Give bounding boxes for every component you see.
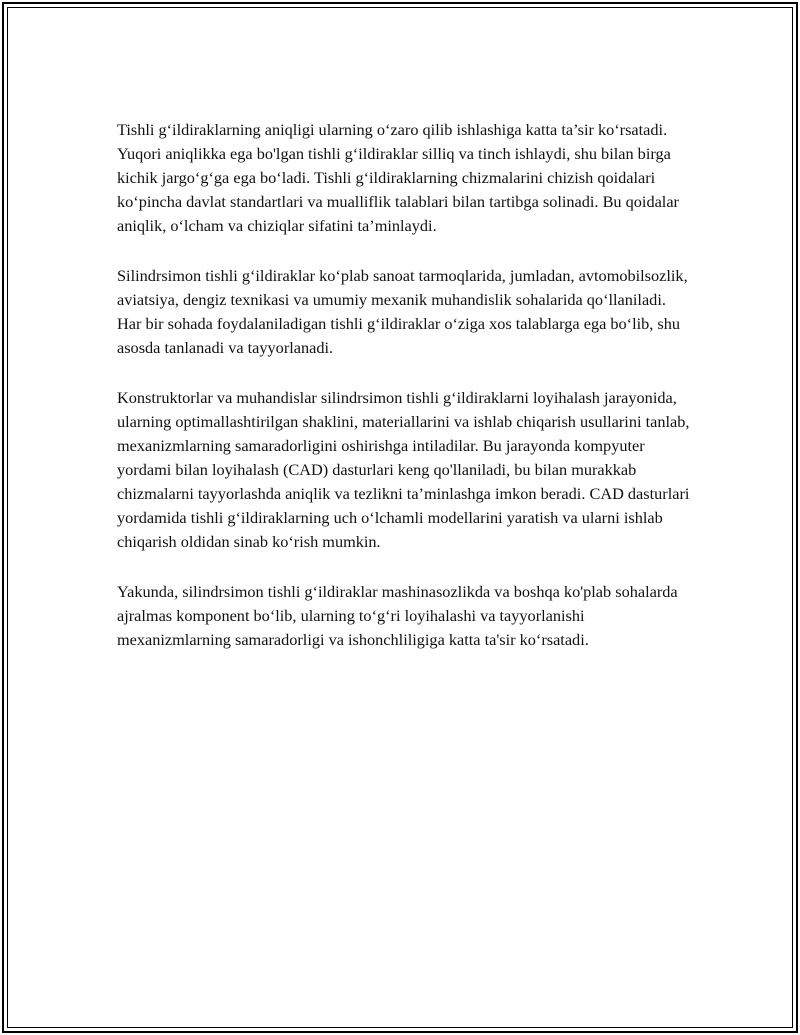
paragraph-1: Tishli g‘ildiraklarning aniqligi ularning o‘zaro qilib ishlashiga katta ta’sir ko‘rsatadi. Yuqori aniqlikka ega bo'lgan tishli g‘ildiraklar silliq va tinch ishlaydi, shu bilan birga kichik jargo‘g‘ga ega bo‘ladi. Tishli g‘ildiraklarning chizmalarini chizish qoidalari ko‘pincha davlat standartlari va mualliflik talablari bilan tartibga solinadi. Bu qoidalar aniqlik, o‘lcham va chiziqlar sifatini ta’minlaydi. <box>117 120 679 235</box>
paragraph-4: Yakunda, silindrsimon tishli g‘ildiraklar mashinasozlikda va boshqa ko'plab sohalarda ajralmas komponent bo‘lib, ularning to‘g‘ri loyihalashi va tayyorlanishi mexanizmlarning samaradorligi va ishonchliligiga katta ta'sir ko‘rsatadi. <box>117 582 678 649</box>
document-body <box>117 118 692 678</box>
paragraph-2: Silindrsimon tishli g‘ildiraklar ko‘plab sanoat tarmoqlarida, jumladan, avtomobilsozlik, aviatsiya, dengiz texnikasi va umumiy mexanik muhandislik sohalarida qo‘llaniladi. Har bir sohada foydalaniladigan tishli g‘ildiraklar o‘ziga xos talablarga ega bo‘lib, shu asosda tanlanadi va tayyorlanadi. <box>117 266 688 357</box>
paragraph-3: Konstruktorlar va muhandislar silindrsimon tishli g‘ildiraklarni loyihalash jarayonida, ularning optimallashtirilgan shaklini, materiallarini va ishlab chiqarish usullarini tanlab, mexanizmlarning samaradorligini oshirishga intiladilar. Bu jarayonda kompyuter yordami bilan loyihalash (CAD) dasturlari keng qo'llaniladi, bu bilan murakkab chizmalarni tayyorlashda aniqlik va tezlikni ta’minlashga imkon beradi. CAD dasturlari yordamida tishli g‘ildiraklarning uch o‘lchamli modellarini yaratish va ularni ishlab chiqarish oldidan sinab ko‘rish mumkin. <box>117 388 690 551</box>
